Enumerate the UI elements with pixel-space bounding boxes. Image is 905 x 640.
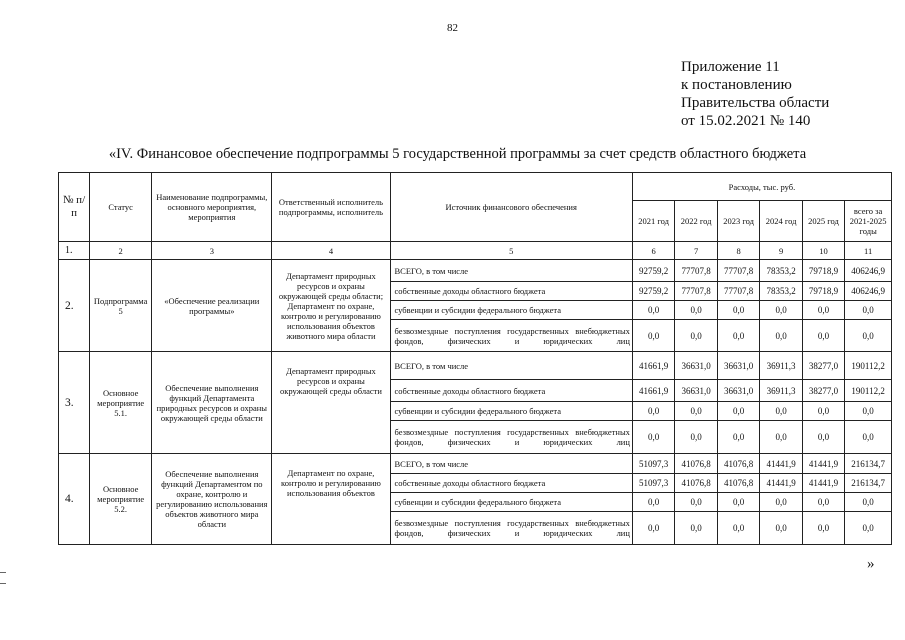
row-source: ВСЕГО, в том числе (390, 352, 632, 380)
row-source: субвенции и субсидии федерального бюджета (390, 301, 632, 320)
financing-table (58, 172, 892, 545)
row-source: безвозмездные поступления государственных внебюджетных фондов, физических и юридических лиц (390, 512, 632, 545)
header-source: Источник финансового обеспечения (390, 173, 632, 242)
row-value: 36911,3 (760, 380, 802, 402)
column-number: 8 (717, 242, 759, 260)
closing-quote: » (867, 556, 875, 572)
row-value: 77707,8 (717, 260, 759, 282)
row-source: безвозмездные поступления государственных внебюджетных фондов, физических и юридических лиц (390, 320, 632, 352)
table-row (59, 260, 892, 282)
row-value: 0,0 (802, 301, 844, 320)
row-source: субвенции и субсидии федерального бюджета (390, 402, 632, 421)
row-value-total: 216134,7 (845, 454, 892, 474)
row-value-total: 190112,2 (845, 380, 892, 402)
row-value: 0,0 (760, 493, 802, 512)
row-value: 38277,0 (802, 352, 844, 380)
column-number: 6 (632, 242, 674, 260)
row-responsible: Департамент природных ресурсов и охраны окружающей среды области (272, 352, 390, 454)
row-value: 41441,9 (802, 474, 844, 493)
row-value: 36631,0 (717, 380, 759, 402)
row-value: 92759,2 (632, 260, 674, 282)
row-value: 41661,9 (632, 352, 674, 380)
row-value: 0,0 (717, 512, 759, 545)
row-value: 0,0 (802, 421, 844, 454)
row-value: 0,0 (675, 402, 717, 421)
header-year: 2024 год (760, 201, 802, 242)
row-value: 38277,0 (802, 380, 844, 402)
row-value: 0,0 (675, 493, 717, 512)
header-responsible: Ответственный исполнитель подпрограммы, исполнитель (272, 173, 390, 242)
row-source: ВСЕГО, в том числе (390, 260, 632, 282)
row-name: Обеспечение выполнения функций Департамента природных ресурсов и охраны окружающей среды области (152, 352, 272, 454)
row-value-total: 0,0 (845, 421, 892, 454)
row-value: 0,0 (802, 402, 844, 421)
column-number: 4 (272, 242, 390, 260)
row-value: 36911,3 (760, 352, 802, 380)
column-number: 5 (390, 242, 632, 260)
table-row (59, 454, 892, 474)
appendix-line: Правительства области (681, 95, 830, 111)
row-value: 92759,2 (632, 282, 674, 301)
row-value: 0,0 (760, 402, 802, 421)
column-number: 1. (59, 242, 90, 260)
row-responsible: Департамент по охране, контролю и регулированию использования объектов (272, 454, 390, 545)
row-value: 0,0 (632, 320, 674, 352)
row-value: 41441,9 (802, 454, 844, 474)
row-value: 0,0 (632, 402, 674, 421)
row-value: 0,0 (675, 320, 717, 352)
row-number: 2. (59, 260, 90, 352)
column-number: 2 (90, 242, 152, 260)
appendix-line: Приложение 11 (681, 59, 780, 75)
row-source: субвенции и субсидии федерального бюджета (390, 493, 632, 512)
row-value-total: 0,0 (845, 512, 892, 545)
header-row (59, 173, 892, 201)
row-value: 79718,9 (802, 260, 844, 282)
row-value: 77707,8 (675, 260, 717, 282)
row-value-total: 216134,7 (845, 474, 892, 493)
scan-edge-mark (0, 572, 6, 584)
appendix-block (681, 58, 829, 130)
row-value-total: 406246,9 (845, 260, 892, 282)
row-source: ВСЕГО, в том числе (390, 454, 632, 474)
document-title: «IV. Финансовое обеспечение подпрограммы 5 государственной программы за счет средств областного бюджета (108, 146, 807, 162)
row-value: 41076,8 (675, 474, 717, 493)
row-value: 0,0 (802, 320, 844, 352)
row-number: 4. (59, 454, 90, 545)
column-number: 10 (802, 242, 844, 260)
column-number: 7 (675, 242, 717, 260)
column-number: 3 (152, 242, 272, 260)
header-name: Наименование подпрограммы, основного мероприятия, мероприятия (152, 173, 272, 242)
row-value-total: 0,0 (845, 402, 892, 421)
row-name: «Обеспечение реализации программы» (152, 260, 272, 352)
row-value: 0,0 (760, 320, 802, 352)
row-value: 0,0 (760, 512, 802, 545)
page-number: 82 (447, 22, 458, 34)
row-value: 0,0 (675, 421, 717, 454)
row-value: 0,0 (717, 301, 759, 320)
row-value: 36631,0 (675, 352, 717, 380)
row-value: 79718,9 (802, 282, 844, 301)
row-value: 77707,8 (717, 282, 759, 301)
appendix-line: к постановлению (681, 77, 792, 93)
row-value: 41441,9 (760, 474, 802, 493)
row-value-total: 406246,9 (845, 282, 892, 301)
header-year: 2022 год (675, 201, 717, 242)
row-value: 0,0 (802, 493, 844, 512)
row-value: 36631,0 (717, 352, 759, 380)
row-value: 0,0 (717, 402, 759, 421)
row-value-total: 0,0 (845, 493, 892, 512)
row-value-total: 190112,2 (845, 352, 892, 380)
row-value-total: 0,0 (845, 301, 892, 320)
row-source: собственные доходы областного бюджета (390, 380, 632, 402)
appendix-line: от 15.02.2021 № 140 (681, 113, 811, 129)
row-value: 0,0 (760, 301, 802, 320)
row-status: Основное мероприятие 5.2. (90, 454, 152, 545)
row-value: 41076,8 (717, 454, 759, 474)
column-number: 11 (845, 242, 892, 260)
row-value: 0,0 (632, 301, 674, 320)
table-row (59, 352, 892, 380)
row-source: собственные доходы областного бюджета (390, 282, 632, 301)
row-value: 0,0 (632, 512, 674, 545)
column-number: 9 (760, 242, 802, 260)
row-responsible: Департамент природных ресурсов и охраны окружающей среды области; Департамент по охране, контролю и регулированию использования объектов животного мира области (272, 260, 390, 352)
header-no: № п/п (59, 173, 90, 242)
row-value: 0,0 (632, 493, 674, 512)
row-value: 78353,2 (760, 282, 802, 301)
header-total: всего за 2021-2025 годы (845, 201, 892, 242)
row-value: 0,0 (760, 421, 802, 454)
row-number: 3. (59, 352, 90, 454)
row-status: Подпрограмма 5 (90, 260, 152, 352)
row-value: 0,0 (717, 493, 759, 512)
header-year: 2023 год (717, 201, 759, 242)
row-status: Основное мероприятие 5.1. (90, 352, 152, 454)
row-value: 41076,8 (675, 454, 717, 474)
header-status: Статус (90, 173, 152, 242)
row-value: 0,0 (717, 421, 759, 454)
row-value: 41661,9 (632, 380, 674, 402)
header-year: 2025 год (802, 201, 844, 242)
row-value: 41441,9 (760, 454, 802, 474)
row-value: 41076,8 (717, 474, 759, 493)
header-year: 2021 год (632, 201, 674, 242)
row-value: 0,0 (675, 301, 717, 320)
row-value: 77707,8 (675, 282, 717, 301)
row-value: 51097,3 (632, 474, 674, 493)
row-source: собственные доходы областного бюджета (390, 474, 632, 493)
row-value: 0,0 (802, 512, 844, 545)
row-value: 0,0 (675, 512, 717, 545)
row-name: Обеспечение выполнения функций Департаментом по охране, контролю и регулированию использования объектов животного мира области (152, 454, 272, 545)
row-value: 0,0 (632, 421, 674, 454)
row-value: 78353,2 (760, 260, 802, 282)
row-value: 0,0 (717, 320, 759, 352)
row-value: 36631,0 (675, 380, 717, 402)
row-source: безвозмездные поступления государственных внебюджетных фондов, физических и юридических лиц (390, 421, 632, 454)
row-value-total: 0,0 (845, 320, 892, 352)
row-value: 51097,3 (632, 454, 674, 474)
column-number-row (59, 242, 892, 260)
header-expenses: Расходы, тыс. руб. (632, 173, 891, 201)
